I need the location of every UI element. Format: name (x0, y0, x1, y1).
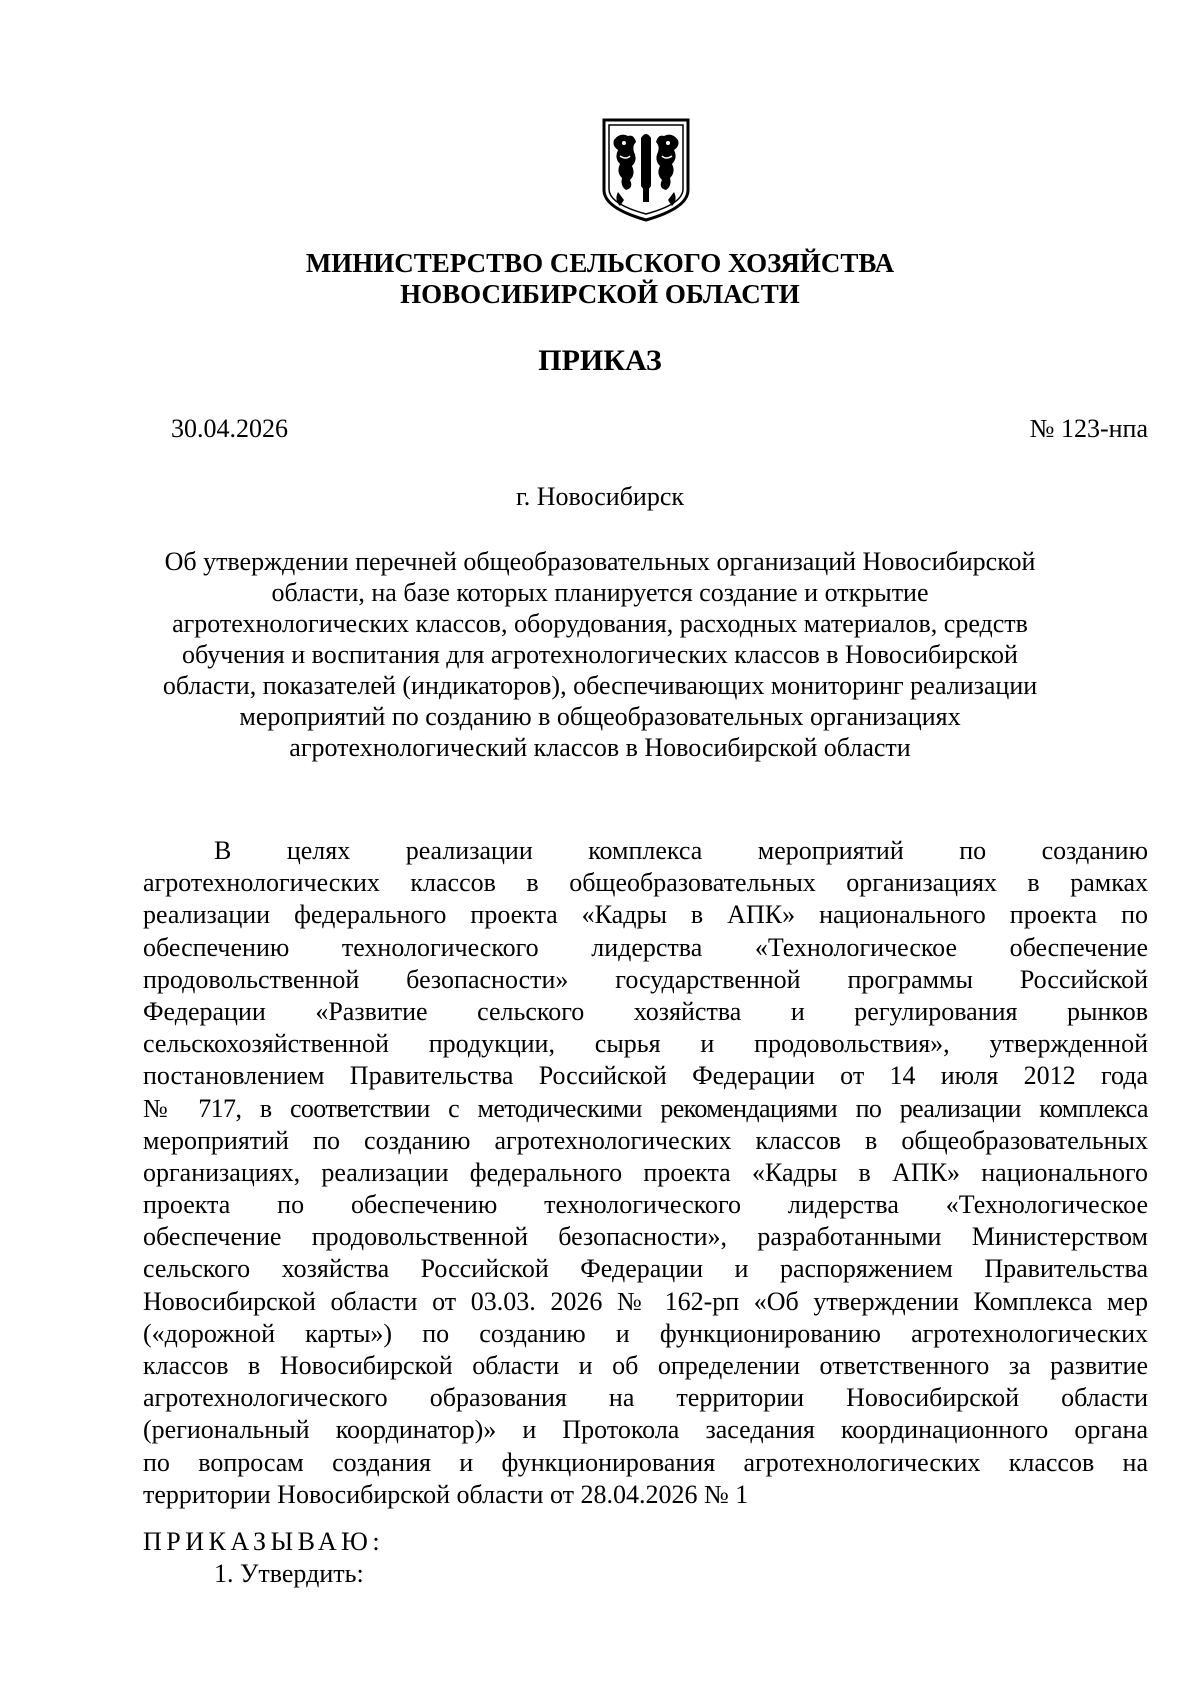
body-line: Федерации «Развитие сельского хозяйства и регулирования рынков (143, 996, 1148, 1026)
order-item-1: 1. Утвердить: (214, 1559, 364, 1588)
body-line: проекта по обеспечению технологического лидерства «Технологическое (143, 1190, 1148, 1220)
body-line: территории Новосибирской области от 28.04.2026 № 1 (143, 1479, 749, 1509)
body-line: обеспечению технологического лидерства «Технологическое обеспечение (143, 932, 1148, 962)
body-line: сельского хозяйства Российской Федерации и распоряжением Правительства (143, 1254, 1148, 1284)
document-subject (130, 546, 1070, 763)
subject-line: области, показателей (индикаторов), обеспечивающих мониторинг реализации (162, 671, 1038, 700)
ministry-name-line-1: МИНИСТЕРСТВО СЕЛЬСКОГО ХОЗЯЙСТВА (305, 248, 895, 278)
body-line: сельскохозяйственной продукции, сырья и продовольствия», утвержденной (143, 1029, 1148, 1059)
order-word: ПРИКАЗЫВАЮ: (143, 1527, 385, 1556)
preamble-paragraph (143, 835, 1148, 1511)
document-date: 30.04.2026 (171, 414, 288, 443)
body-line: Новосибирской области от 03.03. 2026 № 162-рп «Об утверждении Комплекса мер (143, 1286, 1148, 1316)
body-line: (региональный координатор)» и Протокола заседания координационного органа (143, 1415, 1148, 1445)
body-line: мероприятий по созданию агротехнологических классов в общеобразовательных (143, 1125, 1148, 1155)
document-city: г. Новосибирск (515, 482, 685, 511)
body-line: по вопросам создания и функционирования агротехнологических классов на (143, 1447, 1148, 1477)
ministry-name-line-2: НОВОСИБИРСКОЙ ОБЛАСТИ (400, 279, 800, 309)
document-number: № 123-нпа (1029, 414, 1148, 443)
body-line: классов в Новосибирской области и об определении ответственного за развитие (143, 1351, 1148, 1380)
body-line: агротехнологического образования на территории Новосибирской области (143, 1383, 1148, 1413)
body-line: № 717, в соответствии с методическими рекомендациями по реализации комплекса (143, 1093, 1148, 1123)
body-line: обеспечение продовольственной безопасности», разработанными Министерством (143, 1222, 1148, 1252)
subject-line: Об утверждении перечней общеобразовательных организаций Новосибирской (164, 547, 1036, 576)
body-line: («дорожной карты») по созданию и функционированию агротехнологических (143, 1318, 1148, 1348)
coat-of-arms-icon (600, 116, 692, 224)
body-line: организациях, реализации федерального проекта «Кадры в АПК» национального (143, 1157, 1148, 1187)
ministry-name (0, 248, 1200, 310)
body-line: продовольственной безопасности» государственной программы Российской (143, 964, 1148, 994)
subject-line: мероприятий по созданию в общеобразовательных организациях (239, 702, 961, 731)
body-line: реализации федерального проекта «Кадры в АПК» национального проекта по (143, 900, 1148, 930)
body-line: постановлением Правительства Российской Федерации от 14 июля 2012 года (143, 1061, 1148, 1091)
subject-line: области, на базе которых планируется создание и открытие (271, 578, 929, 607)
body-line: В целях реализации комплекса мероприятий по созданию (214, 836, 1148, 865)
subject-line: обучения и воспитания для агротехнологических классов в Новосибирской (182, 640, 1018, 669)
document-type-title: ПРИКАЗ (538, 344, 662, 377)
subject-line: агротехнологических классов, оборудования, расходных материалов, средств (172, 609, 1028, 638)
subject-line: агротехнологический классов в Новосибирской области (289, 733, 911, 762)
body-line: агротехнологических классов в общеобразовательных организациях в рамках (143, 868, 1148, 898)
